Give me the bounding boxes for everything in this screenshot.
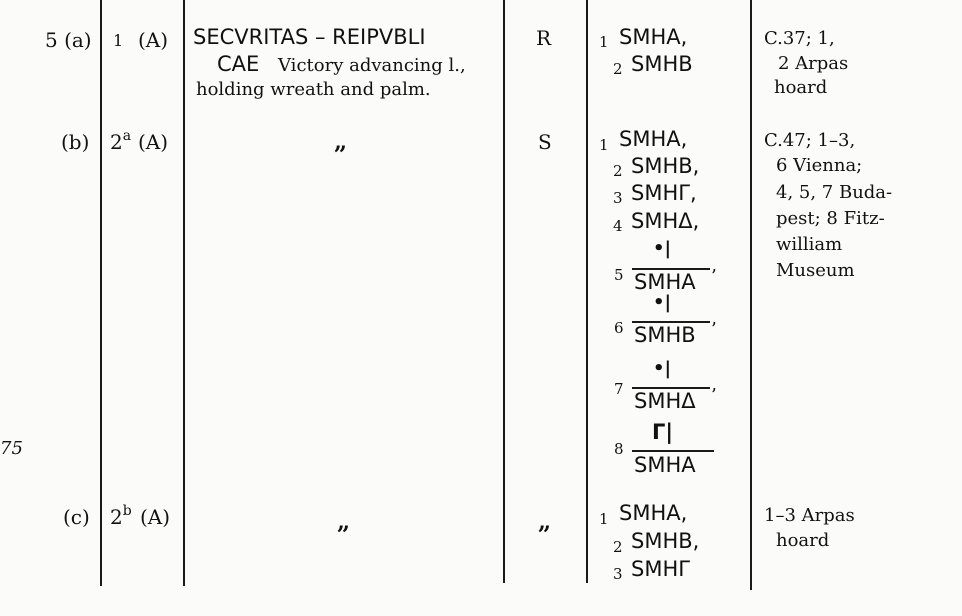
row-c-mint-ditto: „ bbox=[538, 508, 552, 535]
row-b-mark-4: SMHΔ, bbox=[631, 209, 700, 233]
row-c-mark-2: SMHB, bbox=[631, 529, 700, 553]
row-c-ref-num: 2 bbox=[110, 505, 123, 529]
legend-title-line-2: CAE bbox=[217, 52, 260, 76]
row-a-ref-letter: (A) bbox=[138, 28, 169, 52]
row-c-ditto: „ bbox=[337, 508, 351, 535]
frac-mark-top-7: •| bbox=[653, 358, 672, 379]
frac-mark-bottom-6: SMHB bbox=[634, 323, 696, 347]
frac-mark-bottom-8: SMHA bbox=[634, 453, 696, 477]
row-a-mark-2: SMHB bbox=[631, 52, 693, 76]
row-b-mark-2: SMHB, bbox=[631, 154, 700, 178]
frac-line-8 bbox=[632, 450, 714, 452]
frac-mark-top-5: •| bbox=[653, 238, 672, 259]
column-rule-5 bbox=[750, 0, 752, 590]
row-a-ref-main: 1 bbox=[113, 31, 124, 50]
row-a-note-2: 2 Arpas bbox=[778, 53, 849, 74]
row-b-note-6: Museum bbox=[776, 260, 855, 281]
frac-mark-num-6: 6 bbox=[614, 319, 624, 337]
legend-description-1: Victory advancing l., bbox=[278, 55, 466, 76]
frac-mark-num-5: 5 bbox=[614, 266, 624, 284]
legend-description-2: holding wreath and palm. bbox=[196, 79, 431, 100]
row-b-note-2: 6 Vienna; bbox=[776, 155, 863, 176]
row-b-note-3: 4, 5, 7 Buda- bbox=[776, 182, 893, 203]
row-b-mark-3: SMHΓ, bbox=[631, 181, 697, 205]
frac-mark-top-8: Γ| bbox=[652, 420, 674, 444]
column-rule-3 bbox=[503, 0, 505, 583]
frac-sep-6: ’ bbox=[711, 319, 717, 340]
row-c-note-1: 1–3 Arpas bbox=[764, 505, 855, 526]
row-a-note-1: C.37; 1, bbox=[764, 28, 835, 49]
row-b-note-5: william bbox=[776, 234, 843, 255]
frac-sep-7: ’ bbox=[711, 385, 717, 406]
row-c-ref-letter: (A) bbox=[140, 505, 171, 529]
row-b-mint-letter: S bbox=[538, 130, 552, 154]
row-b-ref-main bbox=[110, 128, 132, 154]
row-b-mark-num-1: 1 bbox=[599, 136, 609, 154]
row-a-note-3: hoard bbox=[774, 77, 828, 98]
row-a-mark-num-1: 1 bbox=[599, 33, 609, 51]
row-b-mark-num-3: 3 bbox=[613, 189, 623, 207]
row-c-mark-1: SMHA, bbox=[619, 501, 688, 525]
column-rule-4 bbox=[586, 0, 588, 583]
row-c-number: (c) bbox=[63, 505, 90, 529]
margin-note: 75 bbox=[0, 438, 23, 459]
row-c-note-2: hoard bbox=[776, 530, 830, 551]
row-b-note-4: pest; 8 Fitz- bbox=[776, 208, 885, 229]
row-c-mark-num-2: 2 bbox=[613, 538, 623, 556]
frac-mark-bottom-7: SMHΔ bbox=[634, 389, 696, 413]
frac-mark-top-6: •| bbox=[653, 292, 672, 313]
row-b-note-1: C.47; 1–3, bbox=[764, 130, 856, 151]
row-b-mark-num-4: 4 bbox=[613, 217, 623, 235]
column-rule-1 bbox=[100, 0, 102, 586]
row-b-ref-num: 2 bbox=[110, 130, 123, 154]
row-a-mint-letter: R bbox=[536, 26, 552, 50]
frac-sep-5: ’ bbox=[711, 266, 717, 287]
row-c-ref-sup: b bbox=[122, 503, 132, 519]
row-c-ref-main bbox=[110, 503, 132, 529]
row-c-mark-num-3: 3 bbox=[613, 565, 623, 583]
frac-mark-num-8: 8 bbox=[614, 440, 624, 458]
legend-title-line-1: SECVRITAS – REIPVBLI bbox=[193, 25, 426, 49]
row-b-mark-1: SMHA, bbox=[619, 127, 688, 151]
frac-mark-num-7: 7 bbox=[614, 380, 624, 398]
column-rule-2 bbox=[183, 0, 185, 586]
frac-mark-bottom-5: SMHA bbox=[634, 270, 696, 294]
row-a-mark-1: SMHA, bbox=[619, 25, 688, 49]
row-c-mark-num-1: 1 bbox=[599, 510, 609, 528]
row-b-mark-num-2: 2 bbox=[613, 162, 623, 180]
row-b-ref-sup: a bbox=[122, 128, 132, 144]
row-b-ditto: „ bbox=[334, 128, 348, 155]
row-b-ref-letter: (A) bbox=[138, 130, 169, 154]
row-a-mark-num-2: 2 bbox=[613, 60, 623, 78]
row-c-mark-3: SMHΓ bbox=[631, 557, 690, 581]
row-b-number: (b) bbox=[61, 130, 90, 154]
row-a-number: 5 (a) bbox=[45, 28, 92, 52]
